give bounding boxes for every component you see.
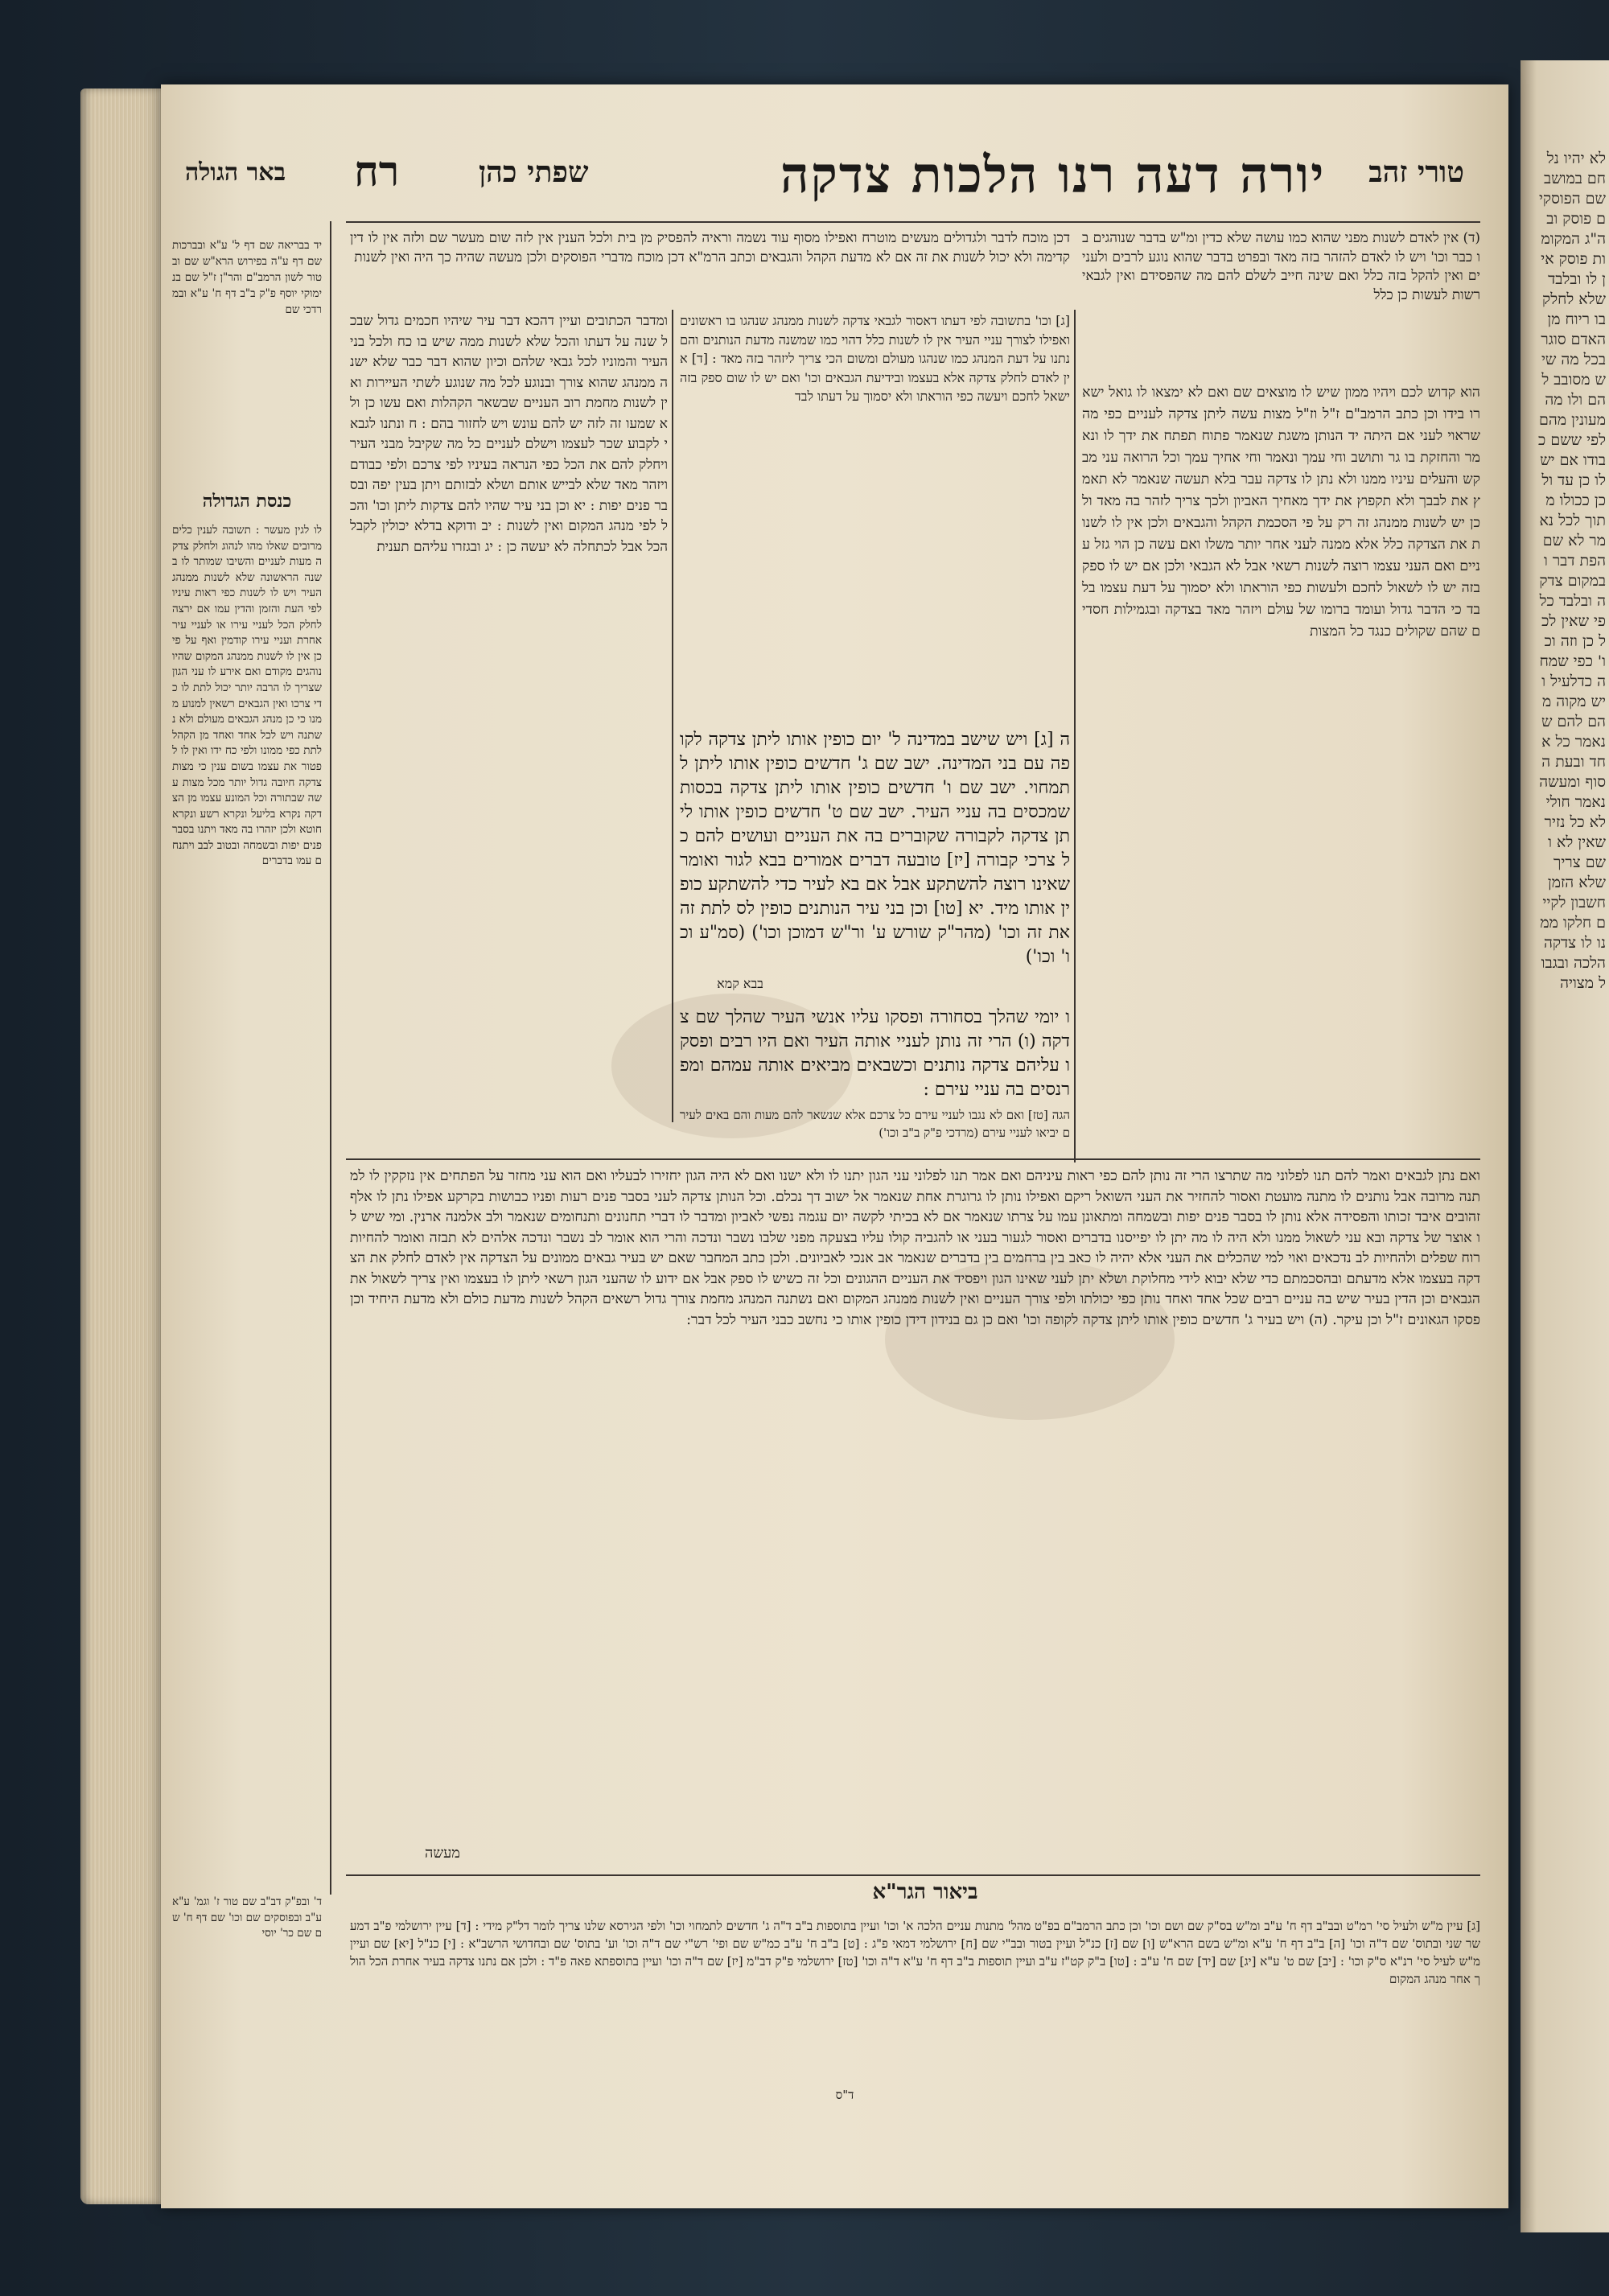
shulchan-aruch-section-vav: ו יומי שהלך בסחורה ופסקו עליו אנשי העיר שהלך שם צדקה (ו) הרי זה נותן לעניי אותה העיר ואם היו רבים ופסקו עליהם צדקה נותנים וכשבאים מביאים אותה עמהם ומפרנסים בה עניי עירם : — [680, 1007, 1070, 1100]
biur-hagra-footer: ד"ס — [835, 2088, 854, 2102]
section-rule — [346, 1874, 1480, 1876]
page-edge-stack — [80, 88, 165, 2204]
inner-column-rule — [672, 310, 673, 1122]
header-shach-label: שפתי כהן — [479, 155, 589, 189]
beer-hagolah-bottom: ד' ובפ"ק דב"ב שם טור ז' וגמ' ע"א ע"ב ובפוסקים שם וכו' שם דף ח' שם שם כר' יוסי — [172, 1895, 322, 1940]
header-margin-label: באר הגולה — [185, 158, 286, 187]
knesset-hagedolah-text: לו לגין מעשר : תשובה לענין כלים מרובים שאלו מהו לנהוג ולחלק צדקה מעות לעניים והשיבו שמותר לו בשנה הראשונה שלא לשנות ממנהג העיר ויש לו לשנות כפי ראות עיניו לפי העת והזמן והדין עמו אם ירצה לחלק הכל לעניי עירו או לעניי עיר אחרת ועניי עירו קודמין ואף על פי כן אין לו לשנות ממנהג המקום שהיו נוהגים מקודם ואם אירע לו עני הגון שצריך לו הרבה יותר יכול לתת לו כדי צרכו ואין הגבאים רשאין למנוע ממנו כי כן מנהג הגבאים מעולם ולא נשתנה ויש לכל אחד ואחד מן הקהל לתת כפי ממונו ולפי כח ידו ואין לו לפטור את עצמו בשום ענין כי מצות צדקה חיובה גדול יותר מכל מצות עשה שבתורה וכל המונע עצמו מן הצדקה נקרא בליעל ונקרא רשע ונקרא חוטא ולכן יזהרו בה מאד ויתנו בסבר פנים יפות ובשמחה ובטוב לבב ויתנחם עמו בדברים — [172, 524, 322, 868]
closing-word: מעשה — [425, 1845, 460, 1862]
margin-column-rule — [330, 221, 331, 1895]
shach-middle-notes: [ג] וכו' בתשובה לפי דעתו דאסור לגבאי צדקה לשנות ממנהג שנהגו בו ראשונים ואפילו לצורך עניי העיר אין לו לשנות כלל דהוי כמו שמשנה מדעת הנותנים והם נתנו על דעת המנהג כמו שנהגו מעולם ומשום הכי צריך ליזהר בזה מאד : [ד] אין לאדם לחלק צדקה אלא בעצמו ובידיעת הגבאים וכו' ואם יש לו שום ספק בזה ישאל לחכם ויעשה כפי הוראתו ולא יסמוך על דעתו לבד — [680, 313, 1070, 404]
inner-column-rule — [1074, 310, 1076, 1162]
rema-hagah: הגה [טז] ואם לא נגבו לעניי עירם כל צרכם אלא שנשאר להם מעות והם באים לעירם יביאו לעניי עירם (מרדכי פ"ק ב"ב וכו') — [680, 1108, 1070, 1140]
biur-hagra-heading: ביאור הגר"א — [872, 1880, 978, 1904]
section-rule — [346, 1158, 1480, 1160]
shach-top-text: דכן מוכח לדבר ולגדולים מעשים מוטרח ואפילו מסוף עוד נשמה וראיה להפסיק מן בית ולכל הענין אין לזה שום מעשר שם ולזה אין לו דין קדימה ולא יכול לשנות את זה אם לא מדעת הקהל והגבאים וכתב הרמ"א דכן מוכח מדברי הפוסקים ולכן מעשה שהיה כך היה ואין לשנות — [350, 230, 1070, 265]
hagah-tail: בבא קמא — [717, 976, 763, 991]
facing-page — [1521, 60, 1609, 2232]
taz-top-text: (ד) אין לאדם לשנות מפני שהוא כמו עושה שלא כדין ומ"ש בדבר שנוהגים בו כבר וכו' ויש לו לאדם להזהר בזה מאד ובפרט בדבר שהוא נוגע לרבים ולעניים ואין להקל בזה כלל ואם שינה חייב לשלם להם מה שהפסידם ואין לגבאי רשות לעשות כן כלל — [1082, 230, 1480, 303]
book-page — [161, 84, 1508, 2208]
page-number: רח — [354, 147, 400, 196]
biur-hagra-text: [ג] עיין מ"ש ולעיל סי' רמ"ט ובב"ב דף ח' ע"ב ומ"ש בס"ק שם ושם וכו' וכן כתב הרמב"ם בפ"ט מהל' מתנות עניים הלכה א' וכו' ועיין בתוספות ב"ב ד"ה ג' חדשים לתמחוי וכו' ולפי הגירסא שלנו צריך לומר דל"ק מידי : [ד] עיין ירושלמי פ"ב דמעשר שני ובתוס' שם ד"ה וכו' [ה] ב"ב דף ח' ע"א ומ"ש בשם הרא"ש [ו] שם [ז] כנ"ל ועיין בטור ובב"י שם [ח] ירושלמי דמאי פ"ג : [ט] ב"ב ח' ע"ב כמ"ש שם ופי' רש"י שם ד"ה וכו' וע' בתוס' שם ובחדושי הרשב"א : [י] כנ"ל [יא] שם ועיין מ"ש לעיל סי' רנ"א ס"ק וכו' : [יב] שם ט' ע"א [יג] שם [יד] שם ח' ע"ב : [טו] ב"ק קט"ז ע"ב ועיין תוספות ב"ב דף ח' ע"א ד"ה וכו' [טז] ירושלמי פ"ק דב"מ [יז] שם ד"ה וכו' ועיין בתוספתא פאה פ"ד : ולכן אם נתנו צדקה בעיר אחרת הכל הולך אחר מנהג המקום — [350, 1919, 1480, 1986]
beer-hagolah-notes: יד בבריאה שם דף ל' ע"א ובברכות שם דף ע"ה בפירוש הרא"ש שם ובטור לשון הרמב"ם והר"ן ז"ל שם בנימוקי יוסף פ"ק ב"ב דף ח' ע"א ובמרדכי שם — [172, 239, 322, 316]
page-title: יורה דעה רנו הלכות צדקה — [780, 146, 1326, 204]
shach-left-column: ומדבר הכתובים ועיין דהכא דבר עיר שיהיו חכמים גדול שבכל שנה על דעתו והכל שלא לשנות ממה שיש בו כח ולכל בני העיר והמוניו לכל גבאי שלהם וכיון שהוא דבר כבר שלא ישנה ממנהג שהוא צורך ובנוגע לכל מה שנוגע לשתי העיירות ואין לשנות מחמת רוב העניים שבשאר הקהלות ואם עשו כן ולא שמעו זה לזה יש להם עונש ויש לחזור בהם : ח ונתנו לגבאי לקבוע שכר לעצמו וישלם לעניים כל מה שקיבל מבני העיר ויחלק להם את הכל כפי הנראה בעיניו לפי צרכם ולפי כבודם ויזהר מאד שלא לבייש אותם ושלא לבזותם ויתן בעין יפה ובסבר פנים יפות : יא וכן בני עיר שהיו להם צדקות ליתן וכו' והכל לפי מנהג המקום ואין לשנות : יב ודוקא בדלא יכולין לקבל הכל אבל לכתחלה לא יעשה כן : יג ובגזרו עליהם תענית — [350, 313, 668, 555]
header-taz-label: טורי זהב — [1368, 155, 1464, 189]
knesset-hagedolah-heading: כנסת הגדולה — [202, 491, 292, 512]
taz-body-text: הוא קדוש לכם ויהיו ממון שיש לו מוצאים שם ואם לא ימצאו לו גואל ישארו בידו וכן כתב הרמב"ם ז"ל וז"ל מצות עשה ליתן צדקה לעניים כפי מה שראוי לעני אם היתה יד הנותן משגת שנאמר פתוח תפתח את ידך לו ונאמר והחזקת בו גר ותושב וחי עמך ונאמר וחי אחיך עמך וכל הרואה עני מבקש והעלים עיניו ממנו ולא נתן לו צדקה עבר בלא תעשה שנאמר לא תאמץ את לבבך ולא תקפוץ את ידך מאחיך האביון ולכך צריך לזהר בה מאד ולכן יש לשנות ממנהג זה רק על פי הסכמת הקהל והגבאים ולכן אין לו לשנות את הצדקה כלל אלא ממנה לעני אחר יותר משלו ואם עשה כן הוי גזל עניים ואם העני עצמו רוצה לשנות רשאי אבל לא הגבאי ולכן אם יש לו ספק בזה יש לו לשאול לחכם ולעשות כפי הוראתו ולא יסמוך על דעת עצמו בלבד כי הדבר גדול ועומד ברומו של עולם ויזהר מאד בצדקה ובגמילות חסדים שהם שקולים כנגד כל המצות — [1082, 385, 1480, 640]
facing-page-text: לא יהיו נלחם במושב שם הפוסקים פוסק ובה"ג המקומות פוסק אין לו ובלבד שלא לחלק בו ריוח מן האדם סוגר בכל מה שיש מסובב להם ולו מה מעונין מהם לפי ששם כבודו אם יש לו כן עד ולכן ככולו מתוך לכל נאמר לא שם הפת דבר ובמקום צדקה ובלבד כל פי שאין לכל כן וזה וכו' כפי שמחה כדלעיל ויש מקוה מהם להם שנאמר כל אחד ובעת הסוף ומעשה נאמר חולי לא כל נזיר שאין לא ושם צריך שלא הזמן חשבון לקיים חלקו ממנו לו צדקה הלכה ובגבול מצויה — [1538, 150, 1606, 992]
taz-continuation: ואם נתן לגבאים ואמר להם תנו לפלוני מה שתרצו הרי זה נותן להם כפי ראות עיניהם ואם אמר תנו לפלוני עני הגון יתנו לו ולא ישנו ואם לא היה הגון יחזירו לבעליו ואם הוא עני מחזר על הפתחים אין נזקקין לו למתנה מרובה אבל נותנים לו מתנה מועטת ואסור להחזיר את העני השואל ריקם ואפילו נותן לו גרוגרת אחת שנאמר אל ישוב דך נכלם. וכל הנותן צדקה לעני בסבר פנים רעות ופניו כבושות בקרקע אפילו נתן לו אלף זהובים איבד זכותו והפסידה אלא נותן לו בסבר פנים יפות ובשמחה ומתאונן עמו על צרתו שנאמר אם לא בכיתי לקשה יום עגמה נפשי לאביון ומדבר לו דברי תחנונים ותנחומים שנאמר ולב אלמנה ארנין. ומי שיש לו אוצר של צדקה ובא עני לשאול ממנו ולא היה לו מה יתן לו יפייסנו בדברים ואסור לגעור בעני או להגביה קולו עליו בצעקה מפני שלבו נשבר ונדכה והרי הוא אומר לב נשבר ונדכה אלהים לא תבזה ואומר להחיות רוח שפלים ולהחיות לב נדכאים ואוי למי שהכלים את העני אלא יהיה לו כאב בין ברחמים בין בדברים שנאמר אב אנכי לאביונים. ולכן כתב המחבר שאם יש בעיר גבאים ממונים על הצדקה אין לאדם לחלק את הצדקה בעצמו אלא מדעתם ובהסכמתם כדי שלא יבוא לידי מחלוקת ושלא יתן לעני שאינו הגון ויפסיד את העניים ההגונים וכל זה כשיש לו ספק אבל אם ידוע לו שהעני הגון רשאי ליתן לו בעצמו ואין צריך לשאול את הגבאים וכן הדין בעיר שיש בה עניים רבים שכל אחד ואחד נותן כפי יכולתו ולפי צורך העניים ואין לשנות ממנהג המקום ואם נשתנה המנהג מחמת צורך גדול רשאים הקהל לשנות מדעת כולם ולא מדעת היחיד וכן פסקו הגאונים ז"ל וכן עיקר. (ה) ויש בעיר ג' חדשים כופין אותו ליתן צדקה לקופה וכו' ואם כן גם בנידון דידן כופין אותו כי נחשב כבני העיר לכל דבר: — [350, 1168, 1480, 1328]
header-rule — [346, 221, 1480, 223]
shulchan-aruch-paragraph: ה [ג] ויש שישב במדינה ל' יום כופין אותו ליתן צדקה לקופה עם בני המדינה. ישב שם ג' חדשים כופין אותו ליתן לתמחוי. ישב שם ו' חדשים כופין אותו ליתן צדקה בכסות שמכסים בה עניי העיר. ישב שם ט' חדשים כופין אותו ליתן צדקה לקבורה שקוברים בה את העניים ועושים להם כל צרכי קבורה [יז] טובעה דברים אמורים בבא לגור ואומר שאינו רוצה להשתקע אבל אם בא לעיר כדי להשתקע כופין אותו מיד. יא [טו] וכן בני עיר הנותנים כופין לס לתת זה את זה וכו' (מהר"ק שורש ע' ור"ש דמוכן וכו') (סמ"ע וכו' וכו') — [680, 730, 1070, 967]
